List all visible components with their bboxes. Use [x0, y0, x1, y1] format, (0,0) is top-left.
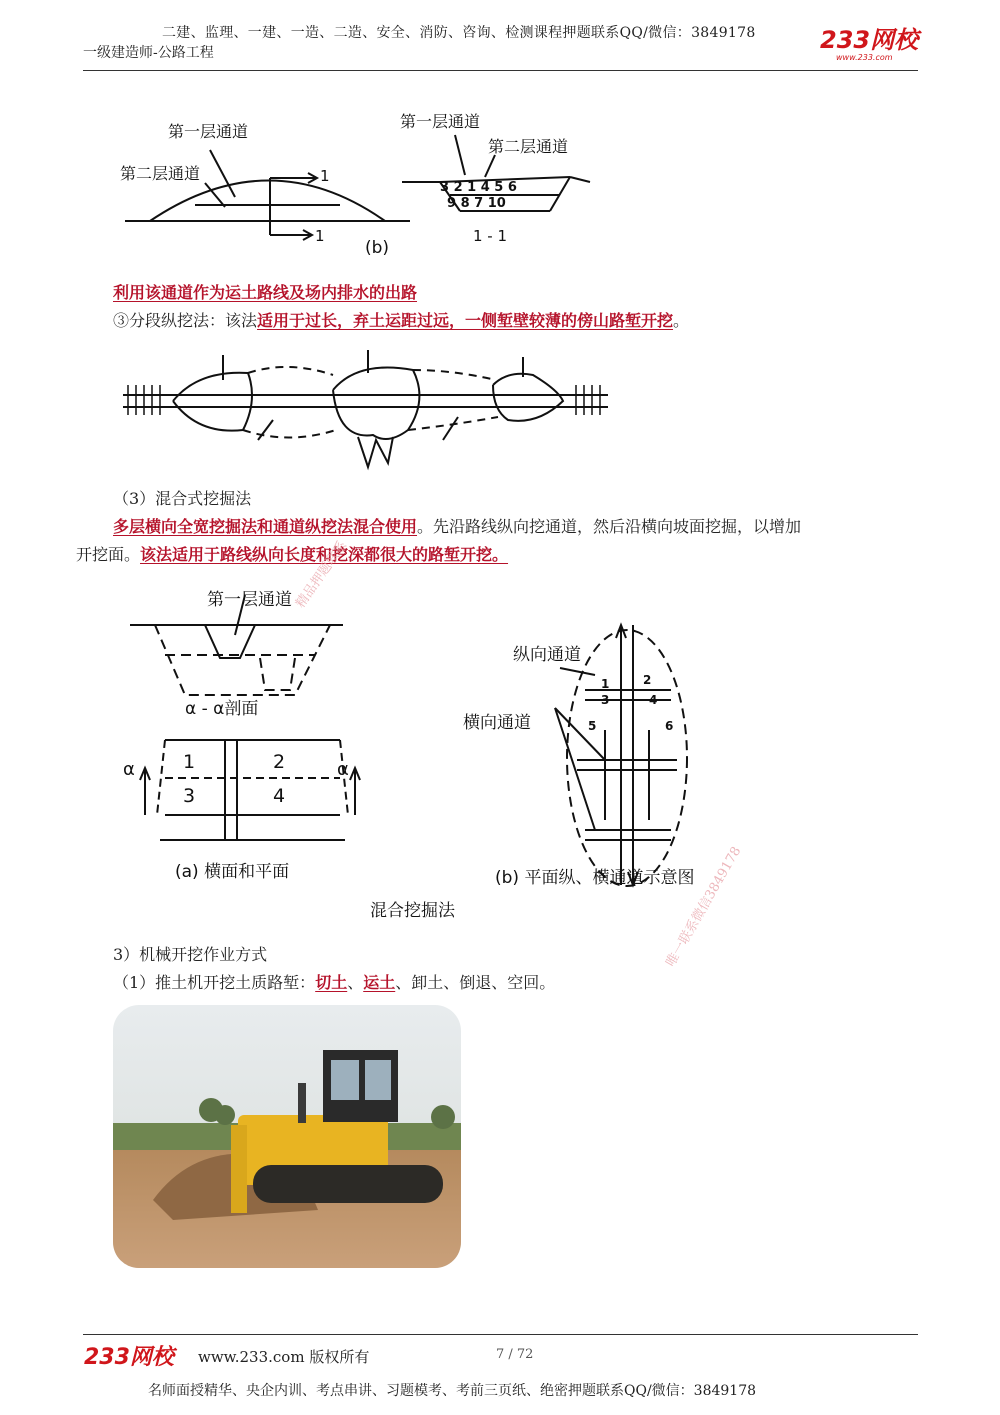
plan-number-1: 1 [601, 677, 610, 691]
heading-mixed-method: （3）混合式挖掘法 [113, 489, 252, 508]
watermark-2: 唯一联系微信3849178 [663, 844, 745, 970]
footer-logo: 233网校 [84, 1345, 174, 1370]
header-logo: 233网校 [820, 26, 919, 54]
footer-copyright: www.233.com 版权所有 [198, 1348, 370, 1366]
header-divider [83, 70, 918, 71]
figure-channel-section [110, 105, 610, 270]
page-number: 7 / 72 [496, 1347, 534, 1362]
mixed-method-caption: 混合挖掘法 [370, 901, 455, 921]
paragraph-channel-use: 利用该通道作为运土路线及场内排水的出路 [113, 283, 418, 302]
section-mark-top: 1 [320, 167, 330, 185]
bulldozer-photo [113, 1005, 461, 1268]
figure-mixed-excavation [115, 580, 765, 925]
left-second-channel-label: 第二层通道 [120, 164, 201, 183]
section-1-1-label: 1 - 1 [473, 227, 508, 245]
mixed-first-channel-label: 第一层通道 [207, 590, 292, 610]
footer-banner: 名师面授精华、央企内训、考点串讲、习题模考、考前三页纸、绝密押题联系QQ/微信：3849178 [148, 1383, 757, 1399]
caption-b: (b) [365, 238, 390, 258]
cell-2: 2 [273, 751, 286, 773]
paragraph-segmented-method: ③分段纵挖法：该法适用于过长，弃土运距过远，一侧堑壁较薄的傍山路堑开挖。 [113, 311, 690, 330]
section-mark-bottom: 1 [315, 227, 325, 245]
watermark-1: 精品押题联系 [293, 538, 351, 611]
cell-4: 4 [273, 785, 286, 807]
paragraph-mixed-method-1: 多层横向全宽挖掘法和通道纵挖法混合使用。先沿路线纵向挖通道，然后沿横向坡面挖掘，以增加 [113, 517, 802, 536]
heading-mechanical: 3）机械开挖作业方式 [113, 945, 268, 964]
longitudinal-channel-label: 纵向通道 [513, 645, 581, 665]
alpha-right-label: α [337, 759, 349, 780]
top-row-numbers: 3 2 1 4 5 6 [440, 180, 517, 195]
caption-a: (a) 横面和平面 [175, 862, 290, 882]
cross-channel-label: 横向通道 [463, 713, 531, 733]
plan-number-4: 4 [649, 693, 658, 707]
bottom-row-numbers: 9 8 7 10 [447, 196, 506, 211]
caption-b-plan: (b) 平面纵、横通道示意图 [495, 868, 695, 888]
plan-number-3: 3 [601, 693, 610, 707]
plan-number-2: 2 [643, 673, 652, 687]
header-banner: 二建、监理、一建、一造、二造、安全、消防、咨询、检测课程押题联系QQ/微信：3849178 [162, 25, 756, 41]
cell-3: 3 [183, 785, 196, 807]
header-logo-url: www.233.com [836, 53, 893, 62]
alpha-section-label: α - α剖面 [185, 699, 259, 719]
figure-segmented-excavation [118, 345, 613, 475]
plan-number-6: 6 [665, 719, 674, 733]
alpha-left-label: α [123, 759, 135, 780]
cell-1: 1 [183, 751, 196, 773]
right-first-channel-label: 第一层通道 [400, 112, 481, 131]
header-subtitle: 一级建造师-公路工程 [83, 45, 214, 61]
right-second-channel-label: 第二层通道 [488, 137, 569, 156]
plan-number-5: 5 [588, 719, 597, 733]
paragraph-mixed-method-2: 开挖面。该法适用于路线纵向长度和挖深都很大的路堑开挖。 [76, 545, 509, 564]
footer-divider [83, 1334, 918, 1335]
paragraph-bulldozer: （1）推土机开挖土质路堑：切土、运土、卸土、倒退、空回。 [113, 973, 556, 992]
left-first-channel-label: 第一层通道 [168, 122, 249, 141]
